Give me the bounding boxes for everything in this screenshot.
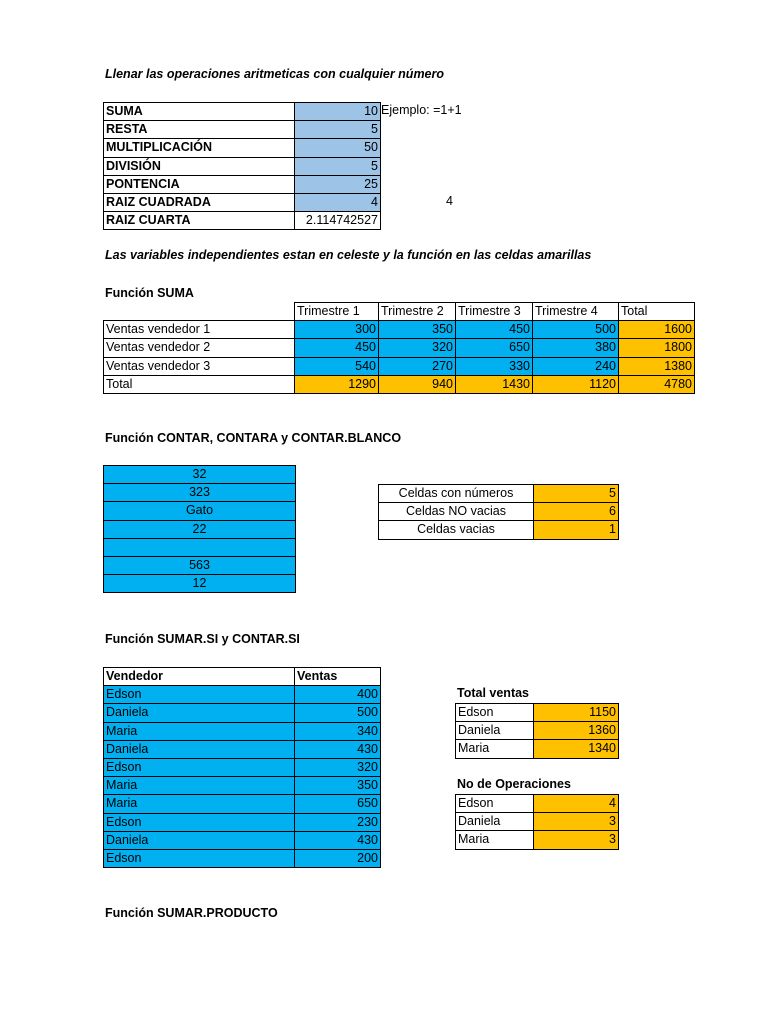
- ops-value[interactable]: 4: [534, 795, 619, 813]
- header-cell: Total: [619, 303, 695, 321]
- total-cell[interactable]: 1800: [619, 339, 695, 357]
- row-label: Ventas vendedor 3: [104, 357, 295, 375]
- table-row: [104, 556, 296, 574]
- table-row: [104, 777, 381, 795]
- table-header-row: [104, 303, 695, 321]
- contar-title: Función CONTAR, CONTARA y CONTAR.BLANCO: [105, 431, 402, 445]
- table-row: [379, 521, 619, 539]
- op-label: RAIZ CUADRADA: [104, 193, 295, 211]
- header-cell: Trimestre 4: [533, 303, 619, 321]
- table-row: [379, 503, 619, 521]
- op-value[interactable]: 10: [295, 103, 381, 121]
- row-label: Ventas vendedor 1: [104, 321, 295, 339]
- total-ventas-title: Total ventas: [457, 686, 530, 700]
- table-header-row: [104, 668, 381, 686]
- contar-column: [103, 465, 296, 593]
- table-row: [104, 686, 381, 704]
- data-cell[interactable]: 320: [379, 339, 456, 357]
- example-text: Ejemplo: =1+1: [381, 103, 462, 117]
- data-cell[interactable]: 32: [104, 466, 296, 484]
- table-row: [104, 484, 296, 502]
- table-row: [104, 704, 381, 722]
- data-cell[interactable]: 240: [533, 357, 619, 375]
- row-label: Ventas vendedor 2: [104, 339, 295, 357]
- table-row: [104, 538, 296, 556]
- ops-table: [455, 794, 619, 850]
- table-row: [104, 502, 296, 520]
- table-row: [104, 121, 381, 139]
- sales-table: [103, 667, 381, 868]
- data-cell[interactable]: Gato: [104, 502, 296, 520]
- data-cell[interactable]: 450: [456, 321, 533, 339]
- data-cell[interactable]: 270: [379, 357, 456, 375]
- data-cell[interactable]: 380: [533, 339, 619, 357]
- ops-value[interactable]: 3: [534, 831, 619, 849]
- table-row: [104, 849, 381, 867]
- table-row: [104, 466, 296, 484]
- table-row: [379, 485, 619, 503]
- op-label: SUMA: [104, 103, 295, 121]
- sale-value[interactable]: 430: [295, 740, 381, 758]
- total-ventas-table: [455, 703, 619, 759]
- header-cell: Trimestre 1: [295, 303, 379, 321]
- total-value[interactable]: 1360: [534, 722, 619, 740]
- data-cell[interactable]: 500: [533, 321, 619, 339]
- total-cell[interactable]: 1430: [456, 375, 533, 393]
- data-cell[interactable]: [104, 538, 296, 556]
- data-cell[interactable]: 323: [104, 484, 296, 502]
- table-row: [104, 175, 381, 193]
- sale-value[interactable]: 320: [295, 758, 381, 776]
- total-value[interactable]: 1150: [534, 704, 619, 722]
- table-row: [104, 321, 695, 339]
- seller-name: Maria: [456, 740, 534, 758]
- total-value[interactable]: 1340: [534, 740, 619, 758]
- seller-name[interactable]: Edson: [104, 813, 295, 831]
- section1-title: Llenar las operaciones aritmeticas con cualquier número: [105, 67, 445, 81]
- total-cell[interactable]: 1600: [619, 321, 695, 339]
- table-row: [104, 339, 695, 357]
- data-cell[interactable]: 300: [295, 321, 379, 339]
- table-row: [104, 740, 381, 758]
- operations-table: [103, 102, 381, 230]
- data-cell[interactable]: 540: [295, 357, 379, 375]
- seller-name[interactable]: Daniela: [104, 831, 295, 849]
- seller-name[interactable]: Edson: [104, 686, 295, 704]
- table-row: [104, 722, 381, 740]
- result-label: Celdas NO vacias: [379, 503, 534, 521]
- row-label: Total: [104, 375, 295, 393]
- table-total-row: [104, 375, 695, 393]
- data-cell[interactable]: 650: [456, 339, 533, 357]
- result-value[interactable]: 6: [534, 503, 619, 521]
- header-cell: Trimestre 2: [379, 303, 456, 321]
- seller-name[interactable]: Maria: [104, 795, 295, 813]
- op-value[interactable]: 5: [295, 157, 381, 175]
- total-cell[interactable]: 1380: [619, 357, 695, 375]
- data-cell[interactable]: 350: [379, 321, 456, 339]
- seller-name[interactable]: Maria: [104, 722, 295, 740]
- sale-value[interactable]: 500: [295, 704, 381, 722]
- table-row: [104, 193, 381, 211]
- op-label: DIVISIÓN: [104, 157, 295, 175]
- header-cell: Trimestre 3: [456, 303, 533, 321]
- seller-name[interactable]: Daniela: [104, 740, 295, 758]
- op-value[interactable]: 25: [295, 175, 381, 193]
- table-row: [456, 722, 619, 740]
- contar-results: [378, 484, 619, 540]
- op-label: PONTENCIA: [104, 175, 295, 193]
- seller-name: Daniela: [456, 813, 534, 831]
- seller-name[interactable]: Maria: [104, 777, 295, 795]
- suma-title: Función SUMA: [105, 286, 194, 300]
- sumarproducto-title: Función SUMAR.PRODUCTO: [105, 906, 278, 920]
- table-row: [456, 795, 619, 813]
- sale-value[interactable]: 340: [295, 722, 381, 740]
- side-value: 4: [446, 194, 453, 208]
- table-row: [104, 575, 296, 593]
- result-value[interactable]: 1: [534, 521, 619, 539]
- note-text: Las variables independientes estan en celeste y la función en las celdas amarillas: [105, 248, 592, 262]
- table-row: [456, 740, 619, 758]
- table-row: [104, 103, 381, 121]
- seller-name[interactable]: Daniela: [104, 704, 295, 722]
- data-cell[interactable]: 563: [104, 556, 296, 574]
- sale-value[interactable]: 650: [295, 795, 381, 813]
- total-cell[interactable]: 1120: [533, 375, 619, 393]
- seller-name: Edson: [456, 704, 534, 722]
- data-cell[interactable]: 450: [295, 339, 379, 357]
- op-label: RAIZ CUARTA: [104, 212, 295, 230]
- table-row: [104, 831, 381, 849]
- data-cell[interactable]: 22: [104, 520, 296, 538]
- op-value[interactable]: 50: [295, 139, 381, 157]
- op-value[interactable]: 5: [295, 121, 381, 139]
- result-value[interactable]: 5: [534, 485, 619, 503]
- op-label: MULTIPLICACIÓN: [104, 139, 295, 157]
- sumarsi-title: Función SUMAR.SI y CONTAR.SI: [105, 632, 300, 646]
- total-cell[interactable]: 1290: [295, 375, 379, 393]
- seller-name[interactable]: Edson: [104, 849, 295, 867]
- ops-title: No de Operaciones: [457, 777, 571, 791]
- sale-value[interactable]: 400: [295, 686, 381, 704]
- seller-name: Daniela: [456, 722, 534, 740]
- sale-value[interactable]: 430: [295, 831, 381, 849]
- table-row: [104, 758, 381, 776]
- table-row: [104, 813, 381, 831]
- op-value[interactable]: 2.114742527: [295, 212, 381, 230]
- sale-value[interactable]: 230: [295, 813, 381, 831]
- table-row: [456, 704, 619, 722]
- table-row: [104, 157, 381, 175]
- data-cell[interactable]: 12: [104, 575, 296, 593]
- table-row: [104, 795, 381, 813]
- table-row: [456, 813, 619, 831]
- table-row: [104, 357, 695, 375]
- op-value[interactable]: 4: [295, 193, 381, 211]
- result-label: Celdas vacias: [379, 521, 534, 539]
- op-label: RESTA: [104, 121, 295, 139]
- seller-name: Maria: [456, 831, 534, 849]
- ops-value[interactable]: 3: [534, 813, 619, 831]
- result-label: Celdas con números: [379, 485, 534, 503]
- table-row: [104, 520, 296, 538]
- suma-table: [103, 302, 695, 394]
- data-cell[interactable]: 330: [456, 357, 533, 375]
- header-cell: Vendedor: [104, 668, 295, 686]
- sale-value[interactable]: 350: [295, 777, 381, 795]
- seller-name[interactable]: Edson: [104, 758, 295, 776]
- seller-name: Edson: [456, 795, 534, 813]
- sale-value[interactable]: 200: [295, 849, 381, 867]
- total-cell[interactable]: 4780: [619, 375, 695, 393]
- table-row: [104, 212, 381, 230]
- total-cell[interactable]: 940: [379, 375, 456, 393]
- table-row: [456, 831, 619, 849]
- header-cell: Ventas: [295, 668, 381, 686]
- table-row: [104, 139, 381, 157]
